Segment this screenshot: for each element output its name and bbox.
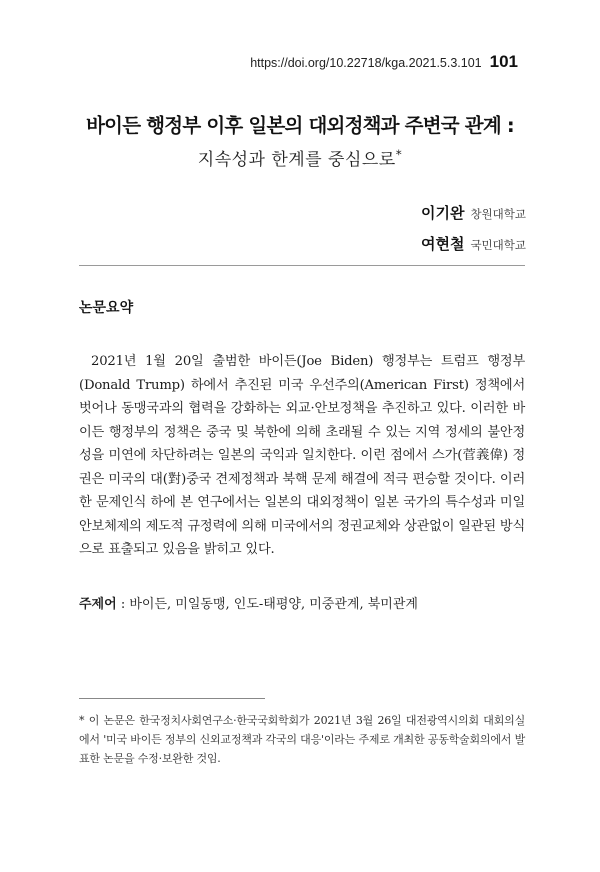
abstract-body: 2021년 1월 20일 출범한 바이든(Joe Biden) 행정부는 트럼프 행정부(Donald Trump) 하에서 추진된 미국 우선주의(American First) 정책에서 벗어나 동맹국과의 협력을 강화하는 외교·안보정책을 추진하고 있다. 이러한 바이든 행정부의 정책은 중국 및 북한에 의해 초래될 수 있는 지역 정세의 불안정성을 미연에 차단하려는 일본의 국익과 일치한다. 이런 점에서 스가(菅義偉) 정권은 미국의 대(對)중국 견제정책과 북핵 문제 해결에 적극 편승할 것이다. 이러한 문제인식 하에 본 연구에서는 일본의 대외정책이 일본 국가의 특수성과 미일안보체제의 제도적 규정력에 의해 미국에서의 정권교체와 상관없이 일관된 방식으로 표출되고 있음을 밝히고 있다. — [79, 354, 525, 557]
footnote-text: * 이 논문은 한국정치사회연구소·한국국회학회가 2021년 3월 26일 대전광역시의회 대회의실에서 '미국 바이든 정부의 신외교정책과 각국의 대응'이라는 주제로 개최한 공동학술회의에서 발표한 논문을 수정·보완한 것임. — [79, 714, 525, 765]
subtitle-text: 지속성과 한계를 중심으로 — [197, 150, 396, 170]
author-affiliation: 국민대학교 — [470, 238, 526, 252]
page-header — [250, 52, 518, 72]
paper-title: 바이든 행정부 이후 일본의 대외정책과 주변국 관계 : — [86, 114, 514, 137]
author-list — [421, 202, 526, 264]
page-number: 101 — [489, 52, 518, 71]
author-entry — [421, 233, 526, 254]
abstract-heading: 논문요약 — [79, 300, 134, 316]
header-divider — [79, 265, 525, 266]
keywords-label: 주제어 — [79, 597, 117, 612]
doi-link[interactable]: https://doi.org/10.22718/kga.2021.5.3.101 — [250, 56, 482, 70]
keywords-list: 바이든, 미일동맹, 인도-태평양, 미중관계, 북미관계 — [129, 597, 418, 612]
paper-subtitle — [0, 145, 600, 170]
author-entry — [421, 202, 526, 223]
keywords-separator: : — [116, 597, 130, 612]
author-name: 여현철 — [420, 235, 465, 253]
author-affiliation: 창원대학교 — [470, 207, 526, 221]
footnote-marker: * — [395, 147, 403, 162]
keywords-line — [79, 593, 525, 612]
author-name: 이기완 — [420, 204, 465, 222]
footnote-divider — [79, 698, 265, 699]
